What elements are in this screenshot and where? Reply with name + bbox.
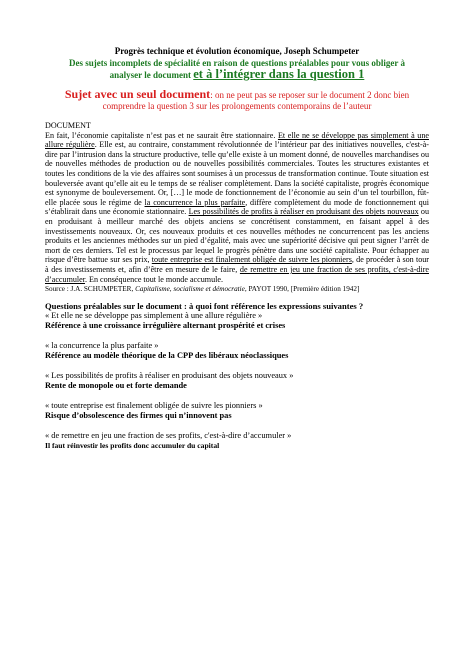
doc-text-3: , diffère complètement du mode de fonctionnement qui s’établirait dans une économie stationnaire. bbox=[45, 197, 429, 217]
question-item bbox=[45, 341, 429, 361]
doc-underlined-3: Les possibilités de profits à réaliser en produisant des objets nouveaux bbox=[188, 207, 419, 217]
source-suffix: , PAYOT 1990, [Première édition 1942] bbox=[244, 285, 360, 294]
question-quote: « la concurrence la plus parfaite » bbox=[45, 341, 159, 351]
question-quote: « Les possibilités de profits à réaliser en produisant des objets nouveaux » bbox=[45, 371, 294, 381]
question-item bbox=[45, 431, 429, 451]
question-answer: Il faut réinvestir les profits donc accumuler du capital bbox=[45, 441, 220, 451]
subject-note bbox=[45, 89, 429, 111]
subtitle-line1: Des sujets incomplets de spécialité en raison de questions préalables pour vous obliger à bbox=[69, 58, 405, 68]
document-source bbox=[45, 285, 429, 294]
subtitle-line2-small: analyser le document bbox=[109, 70, 194, 80]
doc-text-6: . En conséquence tout le monde accumule. bbox=[85, 274, 223, 284]
question-answer: Risque d’obsolescence des firmes qui n’innovent pas bbox=[45, 411, 232, 421]
question-item bbox=[45, 371, 429, 391]
subject-heading: Sujet avec un seul document bbox=[64, 87, 211, 101]
question-item bbox=[45, 401, 429, 421]
question-quote: « Et elle ne se développe pas simplement à une allure régulière » bbox=[45, 311, 263, 321]
question-quote: « toute entreprise est finalement obligée de suivre les pionniers » bbox=[45, 401, 263, 411]
source-prefix: Source : J.A. SCHUMPETER, bbox=[45, 285, 136, 294]
question-item bbox=[45, 311, 429, 331]
page-title: Progrès technique et évolution économique, Joseph Schumpeter bbox=[114, 46, 360, 56]
question-answer: Rente de monopole ou et forte demande bbox=[45, 381, 187, 391]
subject-text: : on ne peut pas se reposer sur le document 2 donc bien comprendre la question 3 sur les prolongements contemporains de l’auteur bbox=[102, 90, 410, 111]
doc-text-2: . Elle est, au contraire, constamment révolutionnée de l’intérieur par des initiatives nouvelles, c'est-à-dire par l’intrusion dans la structure productive, telle qu’elle existe à un moment donné, de nouvelles marchandises ou de nouvelles méthodes de production ou de nouvelles possibilités commerciales. Toutes les structures existantes et toutes les conditions de la vie des affaires sont soumises à un processus de transformation continue. Toute situation est bouleversée avant qu’elle ait eu le temps de se réaliser complètement. Dans la société capitaliste, progrès économique est synonyme de bouleversement. Or, […] le mode de fonctionnement de l’économie au sein d’un tel tourbillon, fût-elle placée sous le régime de bbox=[45, 140, 429, 207]
question-quote: « de remettre en jeu une fraction de ses profits, c'est-à-dire d’accumuler » bbox=[45, 431, 292, 441]
source-book-title: Capitalisme, socialisme et démocratie bbox=[135, 285, 245, 294]
doc-text-4: ou en produisant à meilleur marché des objets anciens se concrétisent constamment, en faisant appel à des investissements nouveaux. Or, ces nouveaux produits et ces nouvelles méthodes ne concurrencent pas les anciens produits et les anciennes méthodes sur un pied d’égalité, mais avec une supériorité décisive qui peut signer l’arrêt de mort de ces derniers. Tel est le processus par lequel le progrès pénètre dans une société capitaliste. Pour échapper au risque d’être battue sur ses prix, bbox=[45, 207, 430, 265]
subtitle-line2-big: et à l’intégrer dans la question 1 bbox=[193, 67, 365, 81]
page-subtitle bbox=[45, 58, 429, 81]
doc-text-1: En fait, l’économie capitaliste n’est pas et ne saurait être stationnaire. bbox=[45, 130, 278, 140]
doc-underlined-5: de remettre en jeu une fraction de ses profits, c'est-à-dire d’accumuler bbox=[45, 264, 429, 284]
doc-underlined-2: la concurrence la plus parfaite bbox=[144, 197, 246, 207]
doc-underlined-4: toute entreprise est finalement obligée de suivre les pionniers bbox=[151, 255, 352, 265]
question-answer: Référence à une croissance irrégulière alternant prospérité et crises bbox=[45, 321, 286, 331]
questions-section bbox=[45, 301, 429, 451]
doc-text-5: , de procéder à son tour à des investissements et, afin d’être en mesure de le faire, bbox=[45, 255, 429, 274]
question-answer: Référence au modèle théorique de la CPP des libéraux néoclassiques bbox=[45, 351, 289, 361]
doc-underlined-1: Et elle ne se développe pas simplement à une allure régulière bbox=[45, 130, 429, 150]
questions-heading: Questions préalables sur le document : à quoi font référence les expressions suivantes ? bbox=[45, 301, 364, 312]
document-label: DOCUMENT bbox=[45, 121, 91, 130]
document-text bbox=[45, 121, 429, 284]
